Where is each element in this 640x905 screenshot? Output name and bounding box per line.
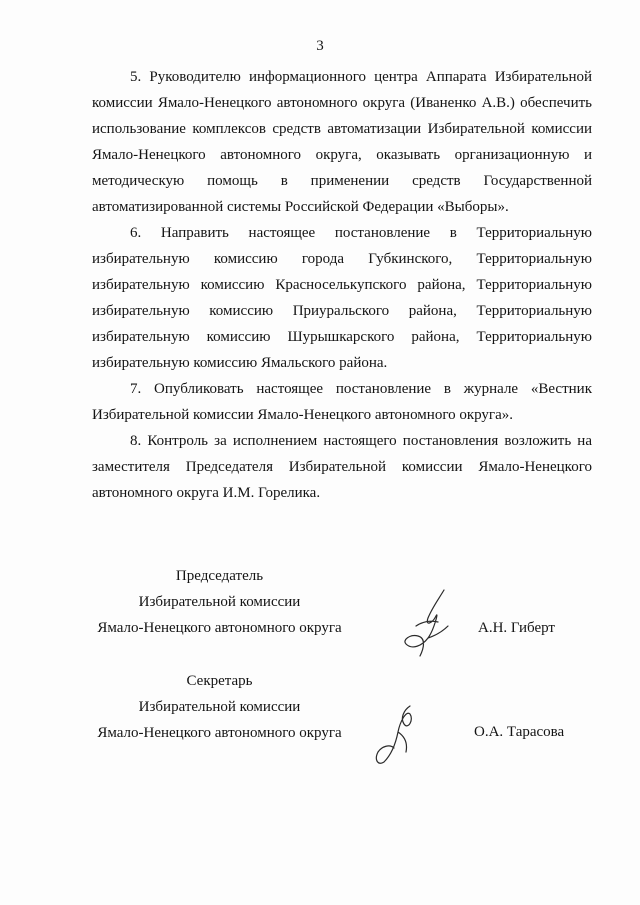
secretary-name: О.А. Тарасова	[474, 724, 565, 740]
chairman-title-line: Председатель	[175, 568, 264, 584]
chairman-signature	[398, 586, 460, 664]
secretary-title-line: Ямало-Ненецкого автономного округа	[97, 725, 342, 741]
paragraph-7: 7. Опубликовать настоящее постановление в журнале «Вестник Избирательной комиссии Ямало-Ненецкого автономного округа».	[92, 381, 592, 423]
paragraph-8: 8. Контроль за исполнением настоящего постановления возложить на заместителя Председателя Избирательной комиссии Ямало-Ненецкого автономного округа И.М. Горелика.	[92, 433, 592, 501]
chairman-name: А.Н. Гиберт	[478, 620, 555, 636]
chairman-title-line: Избирательной комиссии	[138, 594, 301, 610]
secretary-title-line: Избирательной комиссии	[138, 699, 301, 715]
paragraph-6: 6. Направить настоящее постановление в Территориальную избирательную комиссию города Губкинского, Территориальную избирательную комиссию Красноселькупского района, Территориальную избирательную комиссию Приуральского района, Территориальную избирательную комиссию Шурышкарского района, Территориальную избирательную комиссию Ямальского района.	[92, 225, 592, 371]
secretary-title-line: Секретарь	[186, 673, 253, 689]
chairman-title-line: Ямало-Ненецкого автономного округа	[97, 620, 342, 636]
secretary-signature	[370, 702, 432, 768]
paragraph-5: 5. Руководителю информационного центра Аппарата Избирательной комиссии Ямало-Ненецкого автономного округа (Иваненко А.В.) обеспечить использование комплексов средств автоматизации Избирательной комиссии Ямало-Ненецкого автономного округа, оказывать организационную и методическую помощь в применении средств Государственной автоматизированной системы Российской Федерации «Выборы».	[92, 69, 592, 215]
chairman-title-block	[92, 563, 347, 641]
page-number: 3	[316, 38, 324, 54]
secretary-title-block	[92, 668, 347, 746]
